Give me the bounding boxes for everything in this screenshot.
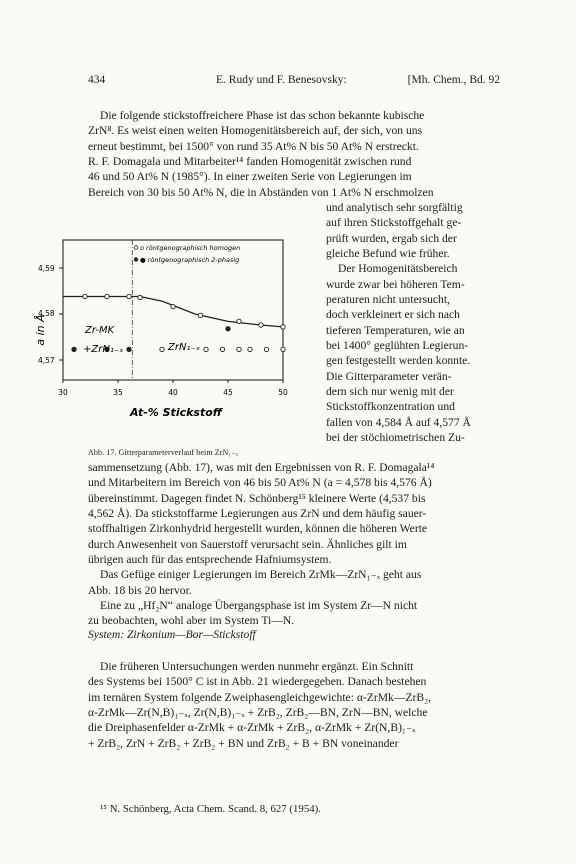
paragraph-top (88, 108, 500, 200)
footnote: ¹⁵ N. Schönberg, Acta Chem. Scand. 8, 627 (1954). (100, 803, 321, 815)
y-tick-label: 4,57 (38, 356, 55, 365)
legend-marker-homogen (134, 246, 138, 250)
text-line: bei 1400° geglühten Legierun- (326, 339, 469, 353)
data-point-homogen (259, 323, 263, 327)
x-tick-label: 50 (278, 388, 288, 397)
text-line: Der Homogenitätsbereich (338, 262, 458, 276)
lattice-parameter-curve (63, 297, 283, 327)
data-point-homogen (105, 294, 109, 298)
text-line: übereinstimmt. Dagegen findet N. Schönberg¹⁵ kleinere Werte (4,537 bis (88, 491, 426, 505)
text-line: die Dreiphasenfelder α-ZrMk + α-ZrMk + ZrB₂, α-ZrMk + Zr(N,B)₁₋ₓ (88, 721, 416, 735)
text-line: doch verkleinert er sich nach (326, 308, 460, 322)
text-line: 4,562 Å). Da stickstoffarme Legierungen aus ZrN und dem häufig sauer- (88, 507, 427, 521)
wrapped-text (326, 200, 500, 446)
data-point-homogen (248, 347, 252, 351)
text-line: zu beobachten, wohl aber im System Ti—N. (88, 614, 295, 628)
text-line: gleiche Befund wie früher. (326, 247, 450, 261)
figure-caption: Abb. 17. Gitterparameterverlauf beim ZrN₁₋ₓ (88, 448, 239, 457)
x-tick-label: 40 (168, 388, 178, 397)
y-tick-label: 4,59 (38, 264, 55, 273)
text-line: dern sich nur wenig mit der (326, 385, 454, 399)
text-line: ZrN⁸. Es weist einen weiten Homogenitätsbereich auf, der sich, von uns (88, 124, 423, 138)
text-line: 46 und 50 At% N (1985°). In einer zweiten Serie von Legierungen im (88, 170, 412, 184)
x-tick-label: 45 (223, 388, 233, 397)
text-line: auf ihren Stickstoffgehalt ge- (326, 216, 462, 230)
x-tick-label: 30 (58, 388, 68, 397)
text-line: Abb. 18 bis 20 hervor. (88, 583, 192, 597)
header-journal: [Mh. Chem., Bd. 92 (407, 74, 500, 86)
text-line: des Systems bei 1500° C ist in Abb. 21 wiedergegeben. Danach bestehen (88, 675, 427, 689)
paragraph-bottom (88, 460, 500, 629)
text-line: übrigen auch für das entsprechende Hafniumsystem. (88, 553, 332, 567)
text-line: stoffhaltigen Zirkonhydrid hergestellt wurden, können die höheren Werte (88, 522, 428, 536)
legend-homogen: o röntgenographisch homogen (140, 244, 241, 252)
data-point-homogen (220, 347, 224, 351)
text-line: + ZrB₂, ZrN + ZrB₂ + ZrB₂ + BN und ZrB₂ + B + BN voneinander (88, 736, 399, 750)
text-line: Die Gitterparameter verän- (326, 369, 452, 383)
region-label-zrn: ZrN₁₋ₓ (168, 342, 201, 353)
text-line: erneut bestimmt, bei 1500° von rund 35 At% N bis 50 At% N erstreckt. (88, 139, 419, 153)
paragraph-section (88, 659, 500, 751)
data-point-2phasig (127, 347, 131, 351)
data-point-homogen (127, 294, 131, 298)
data-point-homogen (204, 347, 208, 351)
data-point-homogen (171, 304, 175, 308)
data-point-homogen (281, 347, 285, 351)
text-line: und analytisch sehr sorgfältig (326, 201, 463, 214)
data-point-homogen (138, 295, 142, 299)
y-tick-label: 4,58 (38, 309, 55, 318)
text-line: Bereich von 30 bis 50 At% N, die in Abständen von 1 At% N erschmolzen (88, 185, 434, 199)
text-line: Die früheren Untersuchungen werden nunmehr ergänzt. Ein Schnitt (100, 660, 414, 673)
x-tick-label: 35 (113, 388, 123, 397)
region-label-zrmk-zrn: +ZrN₁₋ₓ (83, 344, 124, 355)
data-point-homogen (160, 347, 164, 351)
y-axis-label: a in Å (34, 314, 47, 346)
data-point-homogen (264, 347, 268, 351)
text-line: prüft wurden, ergab sich der (326, 231, 457, 245)
x-axis-label: At-% Stickstoff (130, 406, 222, 419)
text-line: wurde zwar bei höheren Tem- (326, 277, 465, 291)
data-point-2phasig (72, 347, 76, 351)
data-point-homogen (281, 325, 285, 329)
running-header (88, 74, 500, 88)
text-line: und Mitarbeitern im Bereich von 46 bis 50 At% N (a = 4,578 bis 4,576 Å) (88, 476, 432, 490)
data-point-homogen (237, 319, 241, 323)
data-point-homogen (198, 313, 202, 317)
text-line: R. F. Domagala und Mitarbeiter¹⁴ fanden Homogenität zwischen rund (88, 155, 412, 169)
text-line: sammensetzung (Abb. 17), was mit den Ergebnissen von R. F. Domagala¹⁴ (88, 461, 435, 474)
legend-marker-2phasig (134, 258, 138, 262)
lattice-parameter-chart (36, 232, 326, 432)
text-line: Stickstoffkonzentration und (326, 400, 455, 414)
header-authors: E. Rudy und F. Benesovsky: (216, 74, 347, 86)
data-point-homogen (83, 294, 87, 298)
data-point-2phasig (226, 327, 230, 331)
data-point-homogen (237, 347, 241, 351)
text-line: durch Anwesenheit von Sauerstoff verursacht sein. Ähnliches gilt im (88, 537, 407, 551)
text-line: tieferen Temperaturen, wie an (326, 323, 465, 337)
text-line: Eine zu „Hf₂N“ analoge Übergangsphase ist im System Zr—N nicht (100, 599, 418, 613)
figure-17 (36, 232, 326, 432)
legend-2phasig: ● röntgenographisch 2-phasig (140, 256, 240, 264)
section-title: System: Zirkonium—Bor—Stickstoff (88, 628, 256, 641)
text-line: gen festgestellt werden konnte. (326, 354, 471, 368)
text-line: im ternären System folgende Zweiphasengleichgewichte: α-ZrMk—ZrB₂, (88, 690, 432, 704)
text-line: fallen von 4,584 Å auf 4,577 Å (326, 415, 471, 429)
text-line: Die folgende stickstoffreichere Phase ist das schon bekannte kubische (100, 109, 425, 122)
region-label-zrmk: Zr-MK (85, 325, 115, 336)
text-line: Das Gefüge einiger Legierungen im Bereich ZrMk—ZrN₁₋ₓ geht aus (100, 568, 422, 582)
text-line: bei der stöchiometrischen Zu- (326, 431, 465, 445)
page-number: 434 (88, 74, 106, 86)
text-line: α-ZrMk—Zr(N,B)₁₋ₓ, Zr(N,B)₁₋ₓ + ZrB₂, ZrB₂—BN, ZrN—BN, welche (88, 706, 428, 720)
text-line: peraturen nicht untersucht, (326, 293, 450, 307)
